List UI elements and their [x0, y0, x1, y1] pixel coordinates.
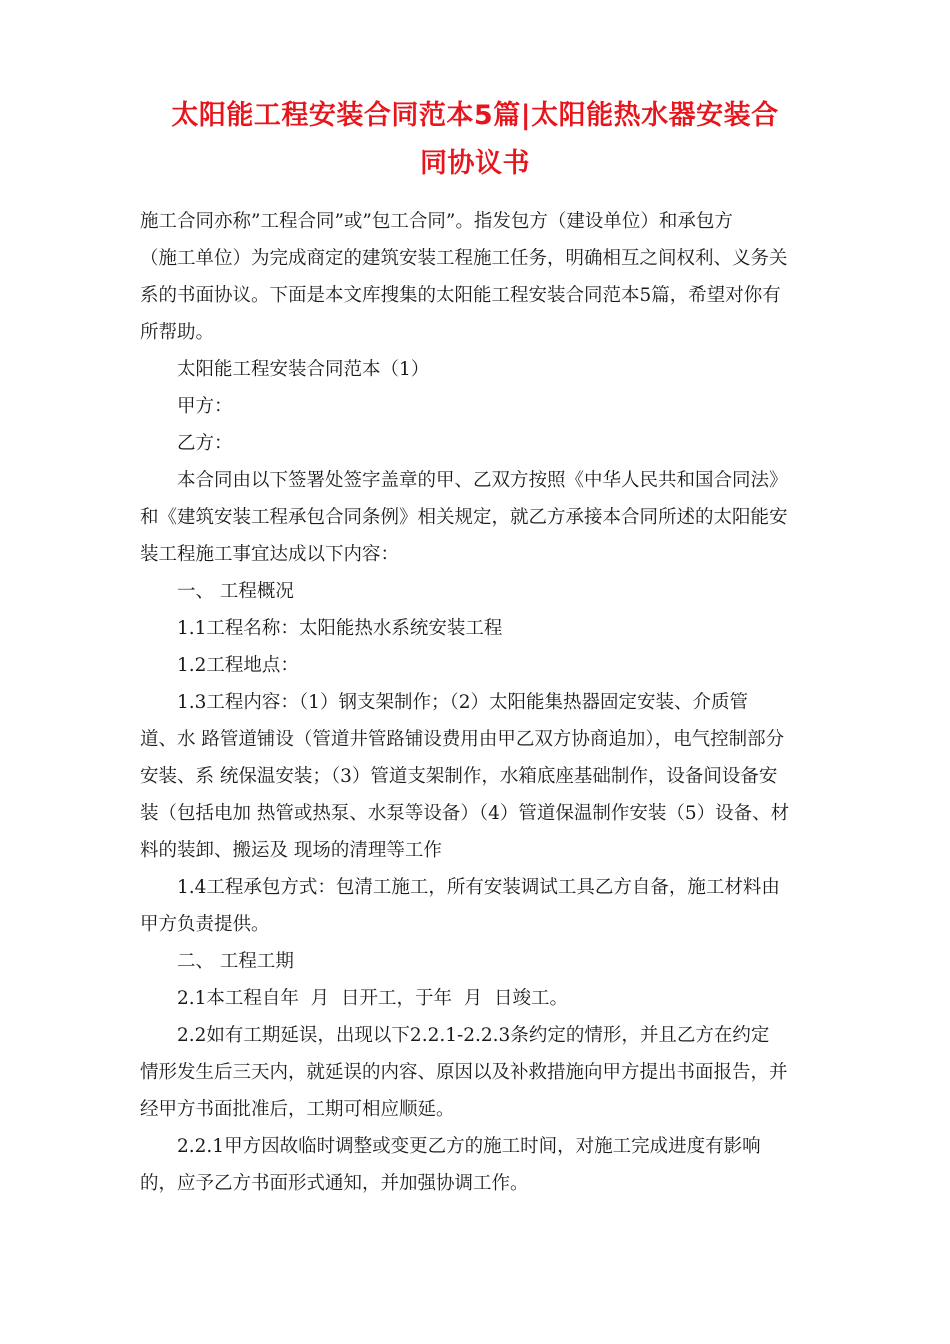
text-line: 甲方负责提供。 — [140, 914, 270, 935]
text-line: 所帮助。 — [140, 322, 215, 343]
clause-line: 1.1工程名称：太阳能热水系统安装工程 — [177, 618, 503, 639]
clause-line: 2.2如有工期延误，出现以下2.2.1-2.2.3条约定的情形，并且乙方在约定 — [177, 1025, 770, 1046]
clause-line: 1.2工程地点： — [177, 655, 299, 676]
text-line: （施工单位）为完成商定的建筑安装工程施工任务，明确相互之间权利、义务关 — [140, 248, 788, 269]
section-heading: 太阳能工程安装合同范本（1） — [177, 359, 430, 380]
text-line: 的，应予乙方书面形式通知，并加强协调工作。 — [140, 1173, 529, 1194]
section-heading: 二、 工程工期 — [177, 951, 294, 972]
text-line: 经甲方书面批准后，工期可相应顺延。 — [140, 1099, 455, 1120]
party-b-line: 乙方： — [177, 433, 233, 454]
document-title-line-2: 同协议书 — [420, 148, 530, 179]
text-line: 本合同由以下签署处签字盖章的甲、乙双方按照《中华人民共和国合同法》 — [177, 470, 788, 491]
clause-line: 1.4工程承包方式：包清工施工，所有安装调试工具乙方自备，施工材料由 — [177, 877, 780, 898]
document-title-line-1: 太阳能工程安装合同范本5篇|太阳能热水器安装合 — [171, 100, 779, 131]
text-line: 和《建筑安装工程承包合同条例》相关规定，就乙方承接本合同所述的太阳能安 — [140, 507, 788, 528]
text-line: 情形发生后三天内，就延误的内容、原因以及补救措施向甲方提出书面报告，并 — [140, 1062, 788, 1083]
party-a-line: 甲方： — [177, 396, 233, 417]
text-line: 料的装卸、搬运及 现场的清理等工作 — [140, 840, 442, 861]
clause-line: 2.2.1甲方因故临时调整或变更乙方的施工时间，对施工完成进度有影响 — [177, 1136, 761, 1157]
text-line: 道、水 路管道铺设（管道井管路铺设费用由甲乙双方协商追加），电气控制部分 — [140, 729, 785, 750]
text-line: 装工程施工事宜达成以下内容： — [140, 544, 400, 565]
text-line: 系的书面协议。下面是本文库搜集的太阳能工程安装合同范本5篇，希望对你有 — [140, 285, 781, 306]
clause-line: 2.1本工程自年 月 日开工，于年 月 日竣工。 — [177, 988, 568, 1009]
section-heading: 一、 工程概况 — [177, 581, 294, 602]
text-line: 装（包括电加 热管或热泵、水泵等设备）（4）管道保温制作安装（5）设备、材 — [140, 803, 790, 824]
text-line: 安装、系 统保温安装；（3）管道支架制作，水箱底座基础制作，设备间设备安 — [140, 766, 778, 787]
text-line: 施工合同亦称”工程合同”或”包工合同”。指发包方（建设单位）和承包方 — [140, 211, 733, 232]
clause-line: 1.3工程内容：（1）钢支架制作；（2）太阳能集热器固定安装、介质管 — [177, 692, 748, 713]
